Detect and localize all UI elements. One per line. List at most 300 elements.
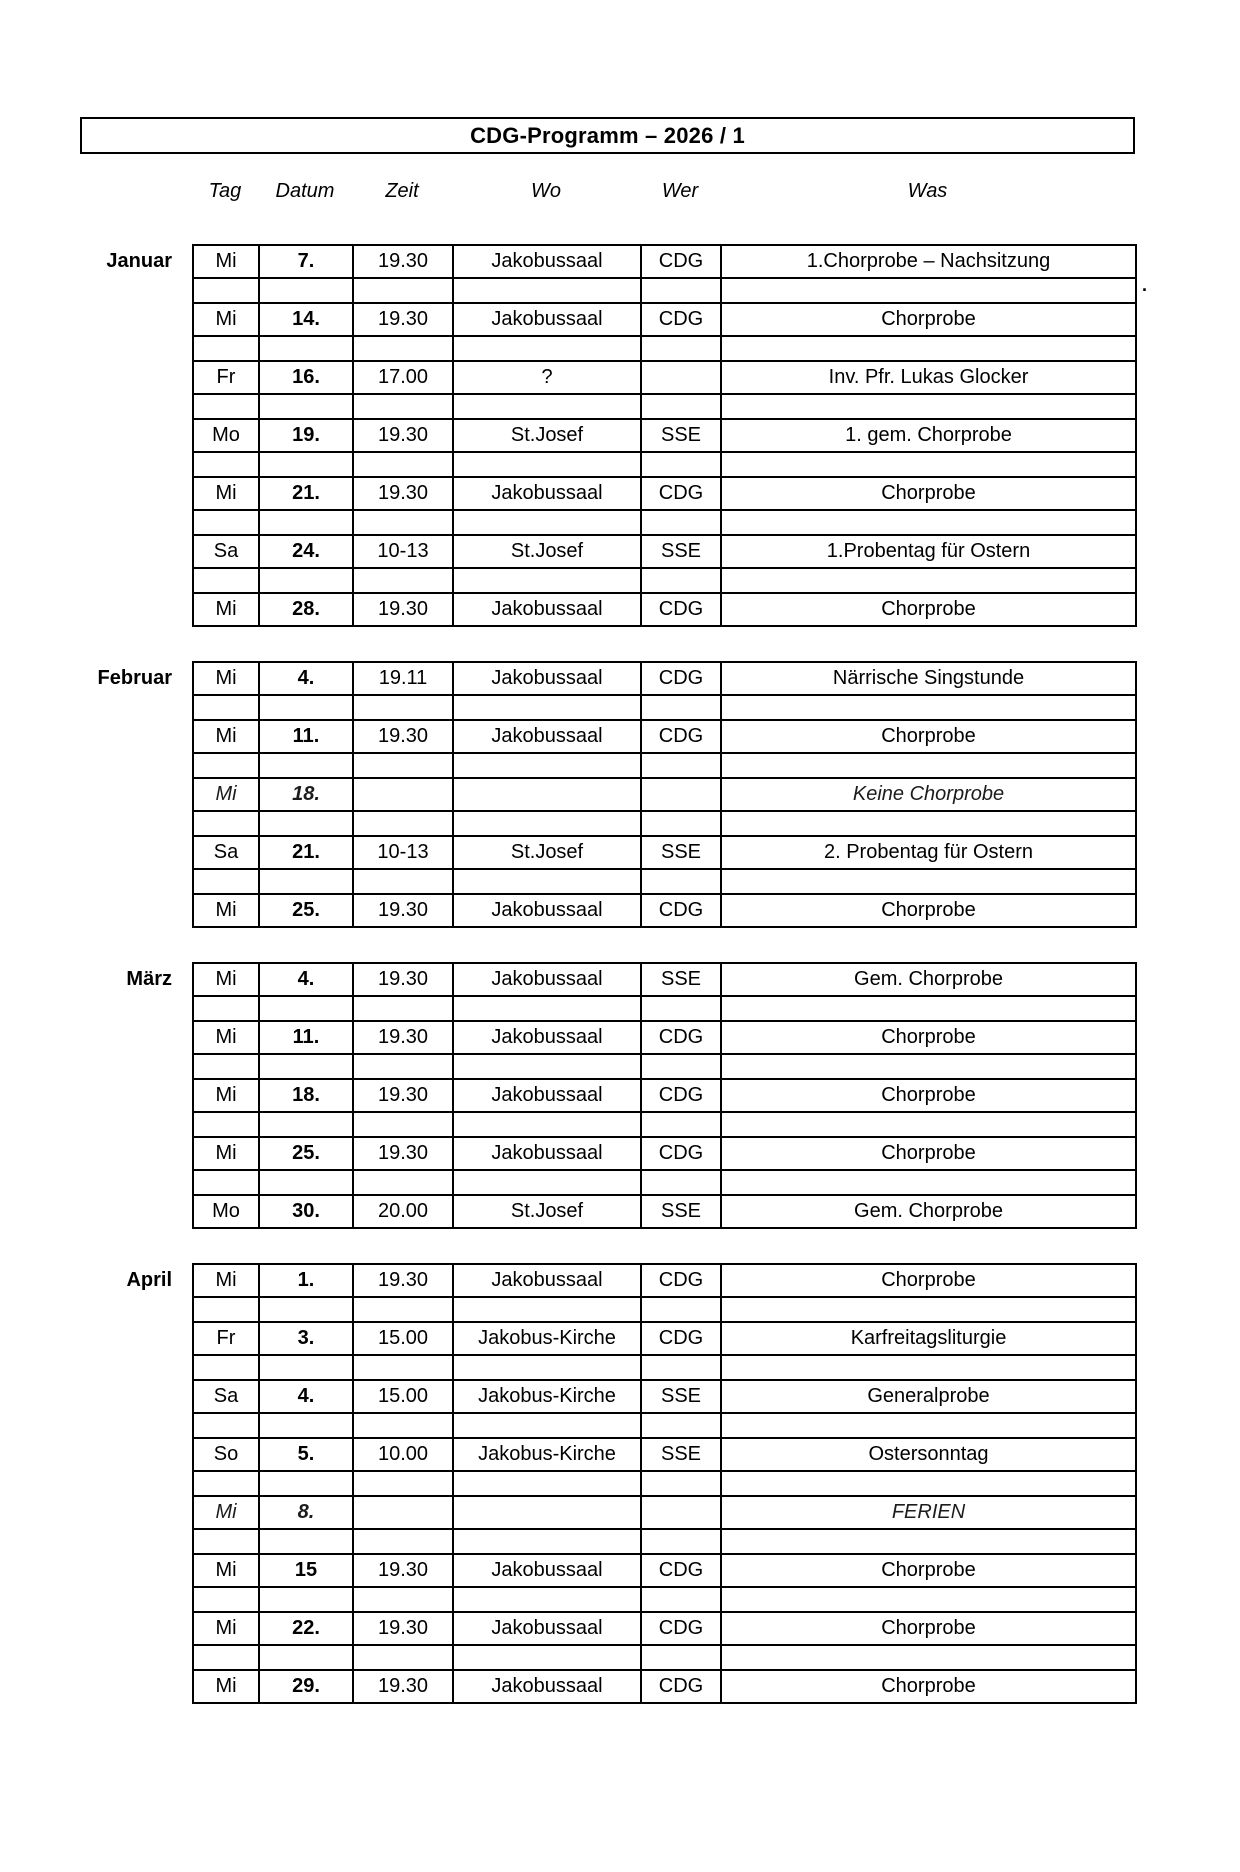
cell-tag: Mi bbox=[193, 1021, 259, 1054]
spacer-cell bbox=[193, 1587, 259, 1612]
spacer-cell bbox=[453, 278, 641, 303]
spacer-cell bbox=[641, 510, 721, 535]
spacer-cell bbox=[193, 1645, 259, 1670]
cell-zeit: 19.30 bbox=[353, 593, 453, 626]
schedule-table bbox=[192, 1263, 1137, 1704]
month-block-januar bbox=[0, 244, 1240, 627]
spacer-cell bbox=[453, 1587, 641, 1612]
column-header-was: Was bbox=[907, 179, 948, 202]
spacer-cell bbox=[453, 510, 641, 535]
cell-was: Gem. Chorprobe bbox=[721, 1195, 1136, 1228]
cell-tag: Mi bbox=[193, 894, 259, 927]
spacer-cell bbox=[721, 278, 1136, 303]
cell-wer: CDG bbox=[641, 1264, 721, 1297]
spacer-cell bbox=[353, 278, 453, 303]
table-row bbox=[193, 419, 1136, 452]
table-row bbox=[193, 1322, 1136, 1355]
cell-tag: Mi bbox=[193, 1079, 259, 1112]
cell-wer: SSE bbox=[641, 1195, 721, 1228]
cell-wer: CDG bbox=[641, 1612, 721, 1645]
cell-tag: Sa bbox=[193, 1380, 259, 1413]
spacer-cell bbox=[353, 1471, 453, 1496]
spacer-cell bbox=[641, 1054, 721, 1079]
cell-datum: 18. bbox=[259, 778, 353, 811]
cell-zeit: 10-13 bbox=[353, 836, 453, 869]
spacer-row bbox=[193, 695, 1136, 720]
spacer-cell bbox=[453, 1529, 641, 1554]
cell-wer bbox=[641, 778, 721, 811]
spacer-cell bbox=[259, 1355, 353, 1380]
cell-datum: 21. bbox=[259, 477, 353, 510]
spacer-cell bbox=[259, 336, 353, 361]
spacer-row bbox=[193, 869, 1136, 894]
cell-was: Chorprobe bbox=[721, 1670, 1136, 1703]
cell-zeit: 20.00 bbox=[353, 1195, 453, 1228]
cell-wer: SSE bbox=[641, 836, 721, 869]
spacer-cell bbox=[259, 1297, 353, 1322]
cell-wo: Jakobussaal bbox=[453, 1137, 641, 1170]
spacer-cell bbox=[453, 1297, 641, 1322]
spacer-cell bbox=[259, 278, 353, 303]
spacer-cell bbox=[453, 1645, 641, 1670]
spacer-cell bbox=[259, 753, 353, 778]
cell-zeit: 19.30 bbox=[353, 963, 453, 996]
cell-datum: 25. bbox=[259, 1137, 353, 1170]
table-row bbox=[193, 1079, 1136, 1112]
spacer-cell bbox=[259, 510, 353, 535]
cell-datum: 21. bbox=[259, 836, 353, 869]
column-header-wo: Wo bbox=[531, 179, 561, 202]
spacer-row bbox=[193, 1112, 1136, 1137]
spacer-cell bbox=[353, 869, 453, 894]
cell-zeit: 15.00 bbox=[353, 1322, 453, 1355]
spacer-row bbox=[193, 568, 1136, 593]
cell-was: Gem. Chorprobe bbox=[721, 963, 1136, 996]
spacer-row bbox=[193, 1645, 1136, 1670]
spacer-cell bbox=[721, 394, 1136, 419]
cell-zeit: 19.30 bbox=[353, 245, 453, 278]
table-row bbox=[193, 303, 1136, 336]
cell-datum: 19. bbox=[259, 419, 353, 452]
cell-datum: 7. bbox=[259, 245, 353, 278]
schedule-table bbox=[192, 244, 1137, 627]
cell-zeit: 19.30 bbox=[353, 1554, 453, 1587]
cell-was: Keine Chorprobe bbox=[721, 778, 1136, 811]
cell-zeit: 19.11 bbox=[353, 662, 453, 695]
schedule-months bbox=[0, 244, 1240, 1704]
cell-was: Chorprobe bbox=[721, 1137, 1136, 1170]
spacer-cell bbox=[453, 811, 641, 836]
cell-wer: CDG bbox=[641, 477, 721, 510]
cell-zeit: 19.30 bbox=[353, 1021, 453, 1054]
cell-zeit: 19.30 bbox=[353, 303, 453, 336]
cell-was: Chorprobe bbox=[721, 303, 1136, 336]
spacer-cell bbox=[721, 336, 1136, 361]
table-row bbox=[193, 1380, 1136, 1413]
table-row bbox=[193, 477, 1136, 510]
cell-tag: Mi bbox=[193, 1670, 259, 1703]
cell-datum: 1. bbox=[259, 1264, 353, 1297]
cell-datum: 4. bbox=[259, 1380, 353, 1413]
cell-was: 1. gem. Chorprobe bbox=[721, 419, 1136, 452]
spacer-cell bbox=[353, 1529, 453, 1554]
table-row bbox=[193, 720, 1136, 753]
spacer-cell bbox=[259, 1413, 353, 1438]
cell-wer: CDG bbox=[641, 593, 721, 626]
cell-tag: Mi bbox=[193, 1612, 259, 1645]
spacer-cell bbox=[259, 1054, 353, 1079]
table-row bbox=[193, 1670, 1136, 1703]
cell-wo: Jakobussaal bbox=[453, 662, 641, 695]
cell-datum: 28. bbox=[259, 593, 353, 626]
cell-wo: Jakobussaal bbox=[453, 1079, 641, 1112]
spacer-cell bbox=[721, 753, 1136, 778]
spacer-cell bbox=[721, 1529, 1136, 1554]
cell-tag: Mi bbox=[193, 963, 259, 996]
cell-datum: 18. bbox=[259, 1079, 353, 1112]
month-block-april bbox=[0, 1263, 1240, 1704]
spacer-cell bbox=[353, 1645, 453, 1670]
cell-was: 1.Probentag für Ostern bbox=[721, 535, 1136, 568]
spacer-cell bbox=[721, 1112, 1136, 1137]
spacer-cell bbox=[721, 695, 1136, 720]
spacer-row bbox=[193, 1529, 1136, 1554]
spacer-cell bbox=[641, 394, 721, 419]
cell-wo: Jakobussaal bbox=[453, 303, 641, 336]
table-row bbox=[193, 245, 1136, 278]
spacer-cell bbox=[641, 1587, 721, 1612]
column-header-datum: Datum bbox=[275, 179, 335, 202]
cell-datum: 14. bbox=[259, 303, 353, 336]
cell-was: Chorprobe bbox=[721, 894, 1136, 927]
spacer-cell bbox=[721, 1587, 1136, 1612]
spacer-cell bbox=[453, 1355, 641, 1380]
spacer-row bbox=[193, 1413, 1136, 1438]
spacer-cell bbox=[453, 568, 641, 593]
cell-was: Chorprobe bbox=[721, 1264, 1136, 1297]
cell-wer: CDG bbox=[641, 1670, 721, 1703]
spacer-cell bbox=[193, 996, 259, 1021]
spacer-row bbox=[193, 1587, 1136, 1612]
cell-zeit: 19.30 bbox=[353, 894, 453, 927]
spacer-cell bbox=[353, 1297, 453, 1322]
month-block-februar bbox=[0, 661, 1240, 928]
cell-was: Chorprobe bbox=[721, 593, 1136, 626]
spacer-cell bbox=[453, 394, 641, 419]
spacer-cell bbox=[721, 996, 1136, 1021]
spacer-cell bbox=[353, 1112, 453, 1137]
cell-was: Chorprobe bbox=[721, 1079, 1136, 1112]
spacer-cell bbox=[193, 278, 259, 303]
cell-wo: Jakobussaal bbox=[453, 1612, 641, 1645]
cell-tag: Mi bbox=[193, 245, 259, 278]
cell-was: Närrische Singstunde bbox=[721, 662, 1136, 695]
spacer-cell bbox=[193, 1413, 259, 1438]
spacer-cell bbox=[453, 1170, 641, 1195]
cell-wer: CDG bbox=[641, 1554, 721, 1587]
spacer-cell bbox=[259, 394, 353, 419]
table-row bbox=[193, 778, 1136, 811]
cell-wo: St.Josef bbox=[453, 1195, 641, 1228]
spacer-cell bbox=[641, 695, 721, 720]
cell-tag: Mi bbox=[193, 1496, 259, 1529]
spacer-cell bbox=[641, 1413, 721, 1438]
cell-wer: CDG bbox=[641, 1021, 721, 1054]
spacer-cell bbox=[193, 1529, 259, 1554]
spacer-cell bbox=[721, 1170, 1136, 1195]
cell-was: Generalprobe bbox=[721, 1380, 1136, 1413]
cell-tag: Mi bbox=[193, 593, 259, 626]
cell-zeit: 19.30 bbox=[353, 1079, 453, 1112]
spacer-row bbox=[193, 753, 1136, 778]
spacer-cell bbox=[721, 1054, 1136, 1079]
cell-tag: Mi bbox=[193, 1554, 259, 1587]
spacer-row bbox=[193, 1297, 1136, 1322]
table-row bbox=[193, 963, 1136, 996]
table-row bbox=[193, 662, 1136, 695]
cell-zeit bbox=[353, 1496, 453, 1529]
cell-tag: Mo bbox=[193, 1195, 259, 1228]
spacer-cell bbox=[193, 336, 259, 361]
spacer-cell bbox=[259, 996, 353, 1021]
cell-wo: Jakobussaal bbox=[453, 894, 641, 927]
cell-was: Chorprobe bbox=[721, 1612, 1136, 1645]
spacer-cell bbox=[353, 510, 453, 535]
cell-wer bbox=[641, 361, 721, 394]
spacer-cell bbox=[453, 996, 641, 1021]
spacer-cell bbox=[193, 695, 259, 720]
cell-tag: Mo bbox=[193, 419, 259, 452]
spacer-cell bbox=[193, 510, 259, 535]
spacer-cell bbox=[641, 568, 721, 593]
table-row bbox=[193, 535, 1136, 568]
cell-wo: Jakobussaal bbox=[453, 245, 641, 278]
cell-wo: ? bbox=[453, 361, 641, 394]
cell-wer: SSE bbox=[641, 535, 721, 568]
cell-datum: 30. bbox=[259, 1195, 353, 1228]
spacer-cell bbox=[721, 869, 1136, 894]
spacer-cell bbox=[353, 568, 453, 593]
spacer-cell bbox=[641, 1471, 721, 1496]
spacer-cell bbox=[259, 869, 353, 894]
spacer-cell bbox=[721, 1297, 1136, 1322]
spacer-cell bbox=[259, 1529, 353, 1554]
table-row bbox=[193, 836, 1136, 869]
spacer-row bbox=[193, 996, 1136, 1021]
cell-datum: 11. bbox=[259, 1021, 353, 1054]
spacer-cell bbox=[453, 1471, 641, 1496]
spacer-cell bbox=[721, 1471, 1136, 1496]
spacer-cell bbox=[193, 452, 259, 477]
spacer-cell bbox=[453, 1112, 641, 1137]
spacer-row bbox=[193, 811, 1136, 836]
spacer-row bbox=[193, 336, 1136, 361]
cell-datum: 16. bbox=[259, 361, 353, 394]
cell-wo: Jakobussaal bbox=[453, 720, 641, 753]
spacer-cell bbox=[641, 1112, 721, 1137]
spacer-cell bbox=[641, 1645, 721, 1670]
cell-was: Chorprobe bbox=[721, 1554, 1136, 1587]
stray-period: . bbox=[1142, 275, 1148, 295]
cell-was: Karfreitagsliturgie bbox=[721, 1322, 1136, 1355]
spacer-row bbox=[193, 394, 1136, 419]
spacer-cell bbox=[259, 452, 353, 477]
spacer-cell bbox=[721, 811, 1136, 836]
spacer-cell bbox=[721, 1413, 1136, 1438]
page-title: CDG-Programm – 2026 / 1 bbox=[80, 117, 1135, 154]
table-row bbox=[193, 1612, 1136, 1645]
spacer-cell bbox=[193, 1471, 259, 1496]
cell-wo: Jakobussaal bbox=[453, 1670, 641, 1703]
spacer-cell bbox=[353, 1170, 453, 1195]
cell-was: Chorprobe bbox=[721, 720, 1136, 753]
month-label: Januar bbox=[106, 250, 172, 272]
spacer-cell bbox=[193, 1170, 259, 1195]
column-header-tag: Tag bbox=[208, 179, 242, 202]
cell-was: Ostersonntag bbox=[721, 1438, 1136, 1471]
cell-wer: SSE bbox=[641, 963, 721, 996]
spacer-cell bbox=[641, 753, 721, 778]
spacer-cell bbox=[193, 1355, 259, 1380]
spacer-cell bbox=[453, 1054, 641, 1079]
spacer-cell bbox=[453, 1413, 641, 1438]
cell-zeit: 19.30 bbox=[353, 1612, 453, 1645]
cell-datum: 8. bbox=[259, 1496, 353, 1529]
cell-wer: CDG bbox=[641, 1137, 721, 1170]
spacer-cell bbox=[721, 452, 1136, 477]
cell-wer: CDG bbox=[641, 245, 721, 278]
cell-wo: Jakobussaal bbox=[453, 593, 641, 626]
spacer-cell bbox=[721, 568, 1136, 593]
cell-zeit: 10.00 bbox=[353, 1438, 453, 1471]
spacer-cell bbox=[259, 1471, 353, 1496]
spacer-cell bbox=[353, 996, 453, 1021]
cell-wer: SSE bbox=[641, 419, 721, 452]
spacer-cell bbox=[353, 695, 453, 720]
spacer-cell bbox=[193, 1112, 259, 1137]
cell-wo: St.Josef bbox=[453, 535, 641, 568]
table-row bbox=[193, 1264, 1136, 1297]
cell-was: FERIEN bbox=[721, 1496, 1136, 1529]
column-header-row bbox=[192, 178, 1135, 204]
cell-wo: Jakobussaal bbox=[453, 1021, 641, 1054]
spacer-row bbox=[193, 452, 1136, 477]
spacer-cell bbox=[353, 753, 453, 778]
cell-wer: CDG bbox=[641, 1322, 721, 1355]
cell-was: 1.Chorprobe – Nachsitzung bbox=[721, 245, 1136, 278]
spacer-cell bbox=[641, 1529, 721, 1554]
spacer-cell bbox=[641, 336, 721, 361]
cell-tag: Mi bbox=[193, 778, 259, 811]
table-row bbox=[193, 1137, 1136, 1170]
spacer-cell bbox=[259, 1112, 353, 1137]
cell-wo: St.Josef bbox=[453, 419, 641, 452]
spacer-row bbox=[193, 510, 1136, 535]
spacer-cell bbox=[353, 1355, 453, 1380]
cell-tag: So bbox=[193, 1438, 259, 1471]
cell-wo: Jakobus-Kirche bbox=[453, 1438, 641, 1471]
column-header-wer: Wer bbox=[661, 179, 699, 202]
table-row bbox=[193, 1496, 1136, 1529]
table-row bbox=[193, 1554, 1136, 1587]
cell-zeit: 19.30 bbox=[353, 720, 453, 753]
cell-datum: 15 bbox=[259, 1554, 353, 1587]
cell-zeit bbox=[353, 778, 453, 811]
table-row bbox=[193, 361, 1136, 394]
spacer-cell bbox=[353, 1413, 453, 1438]
cell-datum: 5. bbox=[259, 1438, 353, 1471]
cell-datum: 29. bbox=[259, 1670, 353, 1703]
spacer-cell bbox=[193, 811, 259, 836]
cell-wer: CDG bbox=[641, 303, 721, 336]
spacer-cell bbox=[641, 452, 721, 477]
spacer-cell bbox=[259, 568, 353, 593]
cell-was: 2. Probentag für Ostern bbox=[721, 836, 1136, 869]
table-row bbox=[193, 1021, 1136, 1054]
cell-zeit: 19.30 bbox=[353, 477, 453, 510]
spacer-cell bbox=[453, 753, 641, 778]
spacer-cell bbox=[259, 1587, 353, 1612]
cell-wo: Jakobussaal bbox=[453, 477, 641, 510]
spacer-cell bbox=[641, 1170, 721, 1195]
cell-was: Chorprobe bbox=[721, 1021, 1136, 1054]
cell-was: Chorprobe bbox=[721, 477, 1136, 510]
cell-wer: CDG bbox=[641, 662, 721, 695]
schedule-table bbox=[192, 661, 1137, 928]
cell-datum: 22. bbox=[259, 1612, 353, 1645]
cell-tag: Mi bbox=[193, 720, 259, 753]
cell-wo: Jakobussaal bbox=[453, 963, 641, 996]
spacer-cell bbox=[641, 1355, 721, 1380]
spacer-cell bbox=[193, 1054, 259, 1079]
spacer-row bbox=[193, 1170, 1136, 1195]
cell-datum: 4. bbox=[259, 963, 353, 996]
spacer-cell bbox=[641, 811, 721, 836]
spacer-cell bbox=[453, 452, 641, 477]
cell-datum: 3. bbox=[259, 1322, 353, 1355]
spacer-cell bbox=[641, 1297, 721, 1322]
cell-zeit: 19.30 bbox=[353, 1137, 453, 1170]
cell-tag: Mi bbox=[193, 662, 259, 695]
cell-wo: Jakobus-Kirche bbox=[453, 1380, 641, 1413]
cell-tag: Mi bbox=[193, 1264, 259, 1297]
cell-wo: Jakobus-Kirche bbox=[453, 1322, 641, 1355]
cell-zeit: 19.30 bbox=[353, 1264, 453, 1297]
table-row bbox=[193, 1438, 1136, 1471]
month-label: März bbox=[126, 968, 172, 990]
spacer-cell bbox=[721, 1355, 1136, 1380]
cell-zeit: 19.30 bbox=[353, 1670, 453, 1703]
spacer-cell bbox=[259, 695, 353, 720]
spacer-row bbox=[193, 1355, 1136, 1380]
cell-wer: SSE bbox=[641, 1380, 721, 1413]
cell-tag: Fr bbox=[193, 361, 259, 394]
cell-datum: 25. bbox=[259, 894, 353, 927]
cell-zeit: 15.00 bbox=[353, 1380, 453, 1413]
cell-tag: Sa bbox=[193, 836, 259, 869]
cell-zeit: 19.30 bbox=[353, 419, 453, 452]
cell-wer: CDG bbox=[641, 720, 721, 753]
cell-wo: Jakobussaal bbox=[453, 1554, 641, 1587]
cell-zeit: 17.00 bbox=[353, 361, 453, 394]
cell-tag: Fr bbox=[193, 1322, 259, 1355]
cell-wer bbox=[641, 1496, 721, 1529]
spacer-cell bbox=[453, 869, 641, 894]
cell-datum: 24. bbox=[259, 535, 353, 568]
cell-datum: 11. bbox=[259, 720, 353, 753]
spacer-row bbox=[193, 1054, 1136, 1079]
spacer-cell bbox=[353, 394, 453, 419]
